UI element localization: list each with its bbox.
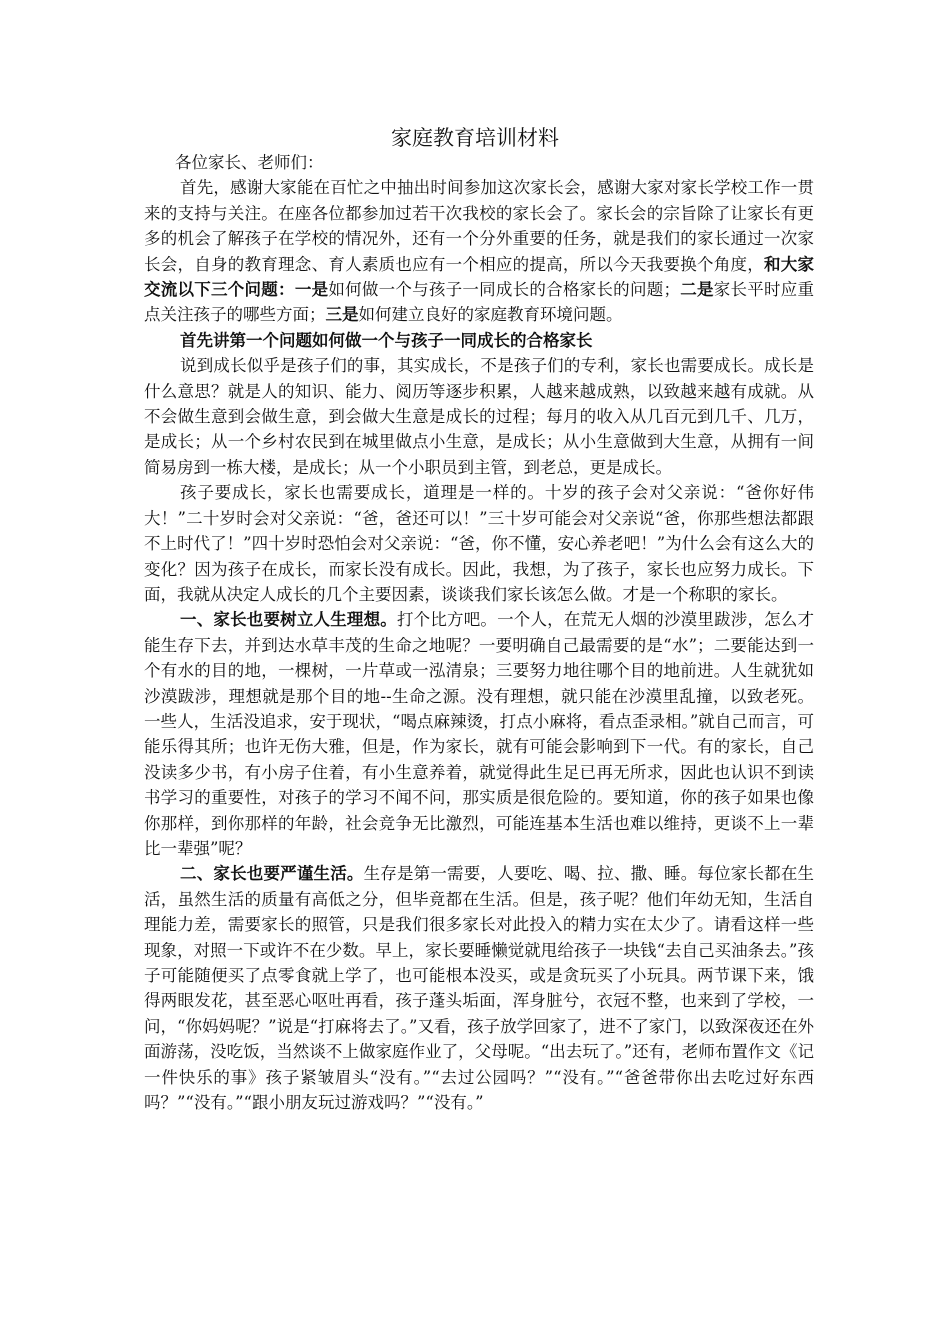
paragraph-child-growth: 孩子要成长，家长也需要成长，道理是一样的。十岁的孩子会对父亲说：“爸你好伟大！”二十岁时会对父亲说：“爸，爸还可以！”三十岁可能会对父亲说“爸，你那些想法都跟不上时代了！”四十岁时恐怕会对父亲说：“爸，你不懂，安心养老吧！”为什么会有这么大的变化？因为孩子在成长，而家长没有成长。因此，我想，为了孩子，家长也应努力成长。下面，我就从决定人成长的几个主要因素，谈谈我们家长该怎么做。才是一个称职的家长。: [144, 483, 814, 604]
section-heading: 首先讲第一个问题如何做一个与孩子一同成长的合格家长: [180, 330, 593, 350]
intro-item-two: 家长平时应重点关注孩子的哪些方面；: [144, 280, 815, 325]
paragraph-growth: 说到成长似乎是孩子们的事，其实成长，不是孩子们的专利，家长也需要成长。成长是什么意思？就是人的知识、能力、阅历等逐步积累，人越来越成熟，以致越来越有成就。从不会做生意到会做生意，到会做大生意是成长的过程；每月的收入从几百元到几千、几万，是成长；从一个乡村农民到在城里做点小生意，是成长；从小生意做到大生意，从拥有一间简易房到一栋大楼，是成长；从一个小职员到主管，到老总，更是成长。: [144, 356, 814, 477]
salutation: 各位家长、老师们：: [175, 153, 324, 172]
life-text: 生存是第一需要，人要吃、喝、拉、撒、睡。每位家长都在生活，虽然生活的质量有高低之分，但毕竟都在生活。但是，孩子呢？他们年幼无知，生活自理能力差，需要家长的照管，只是我们很多家长对此投入的精力实在太少了。请看这样一些现象，对照一下或许不在少数。早上，家长要睡懒觉就甩给孩子一块钱“去自己买油条去。”孩子可能随便买了点零食就上学了，也可能根本没买，或是贪玩买了小玩具。两节课下来，饿得两眼发花，甚至恶心呕吐再看，孩子蓬头垢面，浑身脏兮，衣冠不整，也来到了学校，一问，“你妈妈呢？”说是“打麻将去了。”又看，孩子放学回家了，进不了家门，以致深夜还在外面游荡，没吃饭，当然谈不上做家庭作业了，父母呢。“出去玩了。”还有，老师布置作文《记一件快乐的事》孩子紧皱眉头“没有。”“去过公园吗？”“没有。”“爸爸带你出去吃过好东西吗？”“没有。”“跟小朋友玩过游戏吗？”“没有。”: [144, 864, 815, 1113]
paragraph-ideal: [144, 607, 814, 861]
intro-item-three: 如何建立良好的家庭教育环境问题。: [358, 305, 623, 325]
intro-bold-two: 二是: [679, 280, 714, 300]
intro-bold-phrase: 和大家交流以下三个问题：: [144, 254, 815, 300]
intro-item-one: 如何做一个与孩子一同成长的合格家长的问题；: [328, 280, 680, 300]
ideal-text: 打个比方吧。一个人，在荒无人烟的沙漠里跋涉，怎么才能生存下去，并到达水草丰茂的生命之地呢？一要明确自己最需要的是“水”；二要能达到一个有水的目的地，一棵树，一片草或一泓清泉；三要努力地往哪个目的地前进。人生就犹如沙漠跋涉，理想就是那个目的地--生命之源。没有理想，就只能在沙漠里乱撞，以致老死。一些人，生活没追求，安于现状，“喝点麻辣烫，打点小麻将，看点歪录相。”就自己而言，可能乐得其所；也许无伤大雅，但是，作为家长，就有可能会影响到下一代。有的家长，自己没读多少书，有小房子住着，有小生意养着，就觉得此生足已再无所求，因此也认识不到读书学习的重要性，对孩子的学习不闻不问，那实质是很危险的。要知道，你的孩子如果也像你那样，到你那样的年龄，社会竞争无比激烈，可能连基本生活也难以维持，更谈不上一辈比一辈强”呢？: [144, 610, 815, 858]
document-title: 家庭教育培训材料: [391, 126, 559, 150]
paragraph-life: [144, 861, 814, 1115]
document-body: [144, 150, 814, 1115]
ideal-heading: 一、家长也要树立人生理想。: [180, 610, 397, 630]
paragraph-intro: [144, 175, 814, 327]
intro-bold-three: 三是: [325, 305, 359, 325]
life-heading: 二、家长也要严谨生活。: [180, 864, 364, 884]
paragraph-intro-text: 首先，感谢大家能在百忙之中抽出时间参加这次家长会，感谢大家对家长学校工作一贯来的支持与关注。在座各位都参加过若干次我校的家长会了。家长会的宗旨除了让家长有更多的机会了解孩子在学校的情况外，还有一个分外重要的任务，就是我们的家长通过一次家长会，自身的教育理念、育人素质也应有一个相应的提高，所以今天我要换个角度，: [144, 178, 814, 274]
intro-bold-one: 一是: [294, 280, 329, 300]
